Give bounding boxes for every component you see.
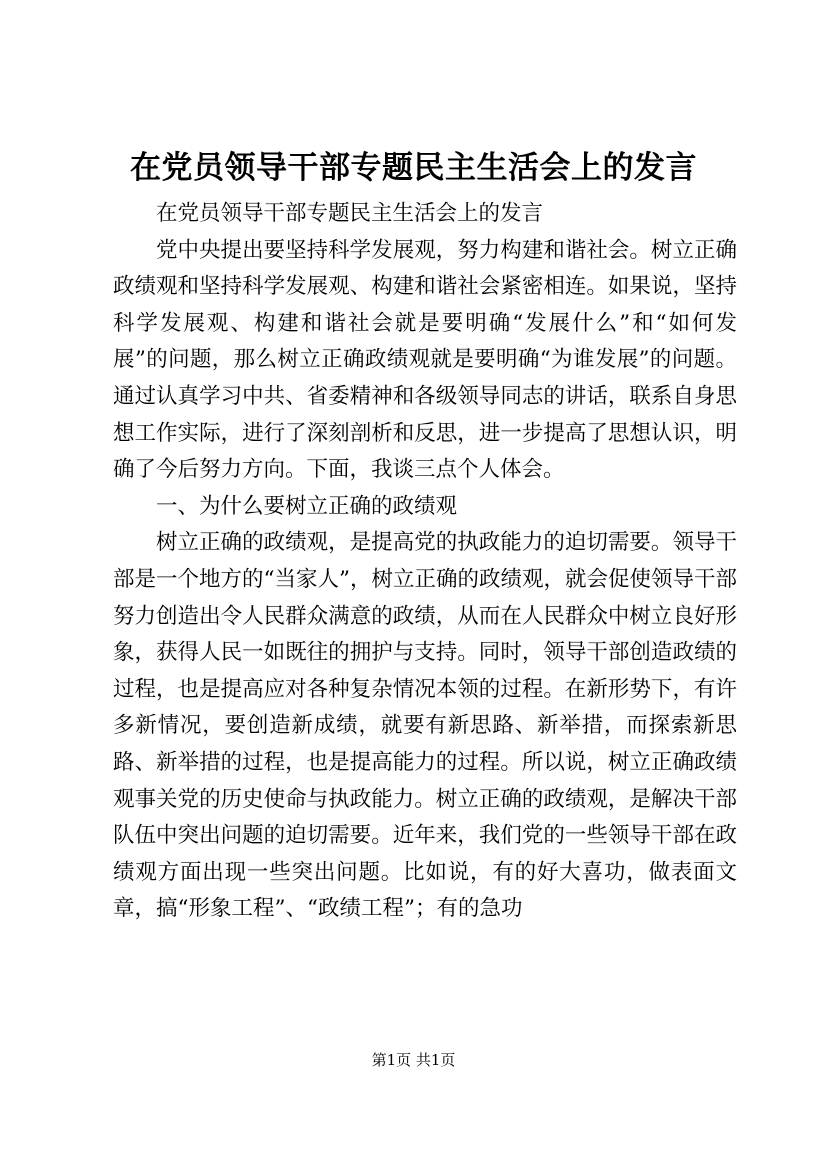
document-body — [113, 196, 737, 928]
document-title: 在党员领导干部专题民主生活会上的发言 — [130, 150, 697, 186]
paragraph-intro: 党中央提出要坚持科学发展观，努力构建和谐社会。树立正确政绩观和坚持科学发展观、构建和谐社会紧密相连。如果说，坚持科学发展观、构建和谐社会就是要明确“发展什么”和“如何发展”的问题，那么树立正确政绩观就是要明确“为谁发展”的问题。通过认真学习中共、省委精神和各级领导同志的讲话，联系自身思想工作实际，进行了深刻剖析和反思，进一步提高了思想认识，明确了今后努力方向。下面，我谈三点个人体会。 — [113, 237, 737, 483]
paragraph-subtitle: 在党员领导干部专题民主生活会上的发言 — [156, 201, 544, 226]
page-footer: 第1页 共1页 — [371, 1051, 456, 1069]
paragraph-section-one: 树立正确的政绩观，是提高党的执政能力的迫切需要。领导干部是一个地方的“当家人”，树立正确的政绩观，就会促使领导干部努力创造出令人民群众满意的政绩，从而在人民群众中树立良好形象，获得人民一如既往的拥护与支持。同时，领导干部创造政绩的过程，也是提高应对各种复杂情况本领的过程。在新形势下，有许多新情况，要创造新成绩，就要有新思路、新举措，而探索新思路、新举措的过程，也是提高能力的过程。所以说，树立正确政绩观事关党的历史使命与执政能力。树立正确的政绩观，是解决干部队伍中突出问题的迫切需要。近年来，我们党的一些领导干部在政绩观方面出现一些突出问题。比如说，有的好大喜功，做表面文章，搞“形象工程”、“政绩工程”；有的急功 — [113, 530, 737, 922]
section-heading: 一、为什么要树立正确的政绩观 — [156, 493, 458, 519]
